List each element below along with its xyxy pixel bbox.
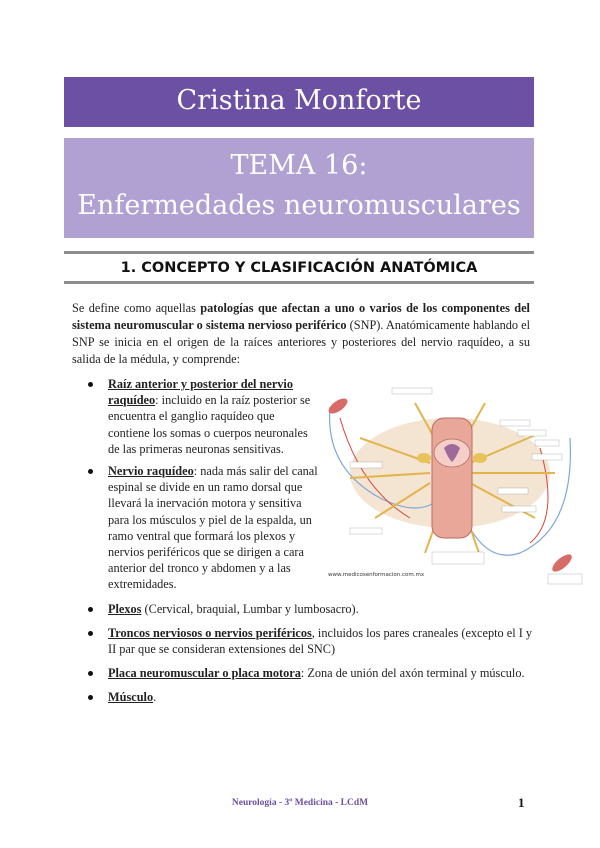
topic-banner bbox=[64, 138, 534, 238]
spinal-cord bbox=[432, 418, 472, 538]
list-item-text: : Zona de unión del axón terminal y músculo. bbox=[300, 666, 525, 681]
list-item bbox=[72, 689, 532, 705]
figure-watermark-url: www.medicosenformacion.com.mx bbox=[328, 572, 425, 578]
list-item bbox=[72, 601, 532, 617]
topic-title: Enfermedades neuromusculares bbox=[77, 190, 521, 221]
author-banner bbox=[64, 77, 534, 127]
bullet-icon bbox=[88, 607, 93, 612]
topic-number: TEMA 16: bbox=[230, 150, 368, 181]
bullet-icon bbox=[88, 382, 93, 387]
section-rule-bottom bbox=[64, 281, 534, 284]
bullet-icon bbox=[88, 631, 93, 636]
ganglion bbox=[473, 453, 487, 463]
list-item-text: . bbox=[153, 690, 157, 705]
muscle-shape bbox=[550, 551, 575, 574]
list-item bbox=[72, 376, 318, 457]
list-item-term: Plexos bbox=[108, 601, 142, 616]
list-item-term: Troncos nerviosos o nervios periféricos bbox=[108, 625, 312, 640]
section-heading: 1. CONCEPTO Y CLASIFICACIÓN ANATÓMICA bbox=[120, 260, 478, 276]
intro-bold: patologías que afectan a uno o varios de los componentes del sistema neuromuscular o sistema nervioso periférico bbox=[72, 301, 530, 332]
list-item bbox=[72, 625, 532, 657]
intro-paragraph bbox=[72, 300, 530, 368]
intro-text-1: Se define como aquellas bbox=[72, 301, 201, 315]
list-item-text: : incluido en la raíz posterior se encuentra el ganglio raquídeo que contiene los somas o cuerpos neuronales de las primeras neuronas sensitivas. bbox=[108, 393, 311, 456]
list-item bbox=[72, 463, 318, 593]
list-item-text: , incluidos los pares craneales (excepto el I y II par que se consideran extensiones del SNC) bbox=[108, 625, 533, 657]
section-rule-top bbox=[64, 251, 534, 254]
bullet-icon bbox=[88, 469, 93, 474]
list-item-term: Músculo bbox=[108, 690, 154, 705]
list-item bbox=[72, 665, 532, 681]
bullet-icon bbox=[88, 671, 93, 676]
list-item-text: : nada más salir del canal espinal se divide en un ramo dorsal que llevará la inervación motora y sensitiva para los músculos y piel de la espalda, un ramo ventral que formará los plexos y nervios periféricos que se dirigen a cara anterior del tronco y abdomen y a las extremidades. bbox=[108, 464, 318, 592]
list-item-term: Nervio raquídeo bbox=[108, 464, 194, 479]
author-name: Cristina Monforte bbox=[176, 85, 422, 116]
list-item-term: Placa neuromuscular o placa motora bbox=[108, 666, 301, 681]
page-number: 1 bbox=[518, 795, 525, 810]
list-item-term: Raíz anterior y posterior del nervio raquídeo bbox=[108, 377, 293, 408]
spinal-nerve-illustration bbox=[320, 378, 585, 588]
footer-course: Neurología - 3º Medicina - LCdM bbox=[231, 798, 369, 808]
bullet-icon bbox=[88, 695, 93, 700]
ganglion bbox=[417, 453, 431, 463]
list-item-text: (Cervical, braquial, Lumbar y lumbosacro). bbox=[141, 601, 359, 616]
intro-text-2: (SNP). Anatómicamente hablando el SNP se inicia en el origen de la raíces anteriores y posteriores del nervio raquídeo, a su salida de la médula, y comprende: bbox=[72, 318, 530, 366]
